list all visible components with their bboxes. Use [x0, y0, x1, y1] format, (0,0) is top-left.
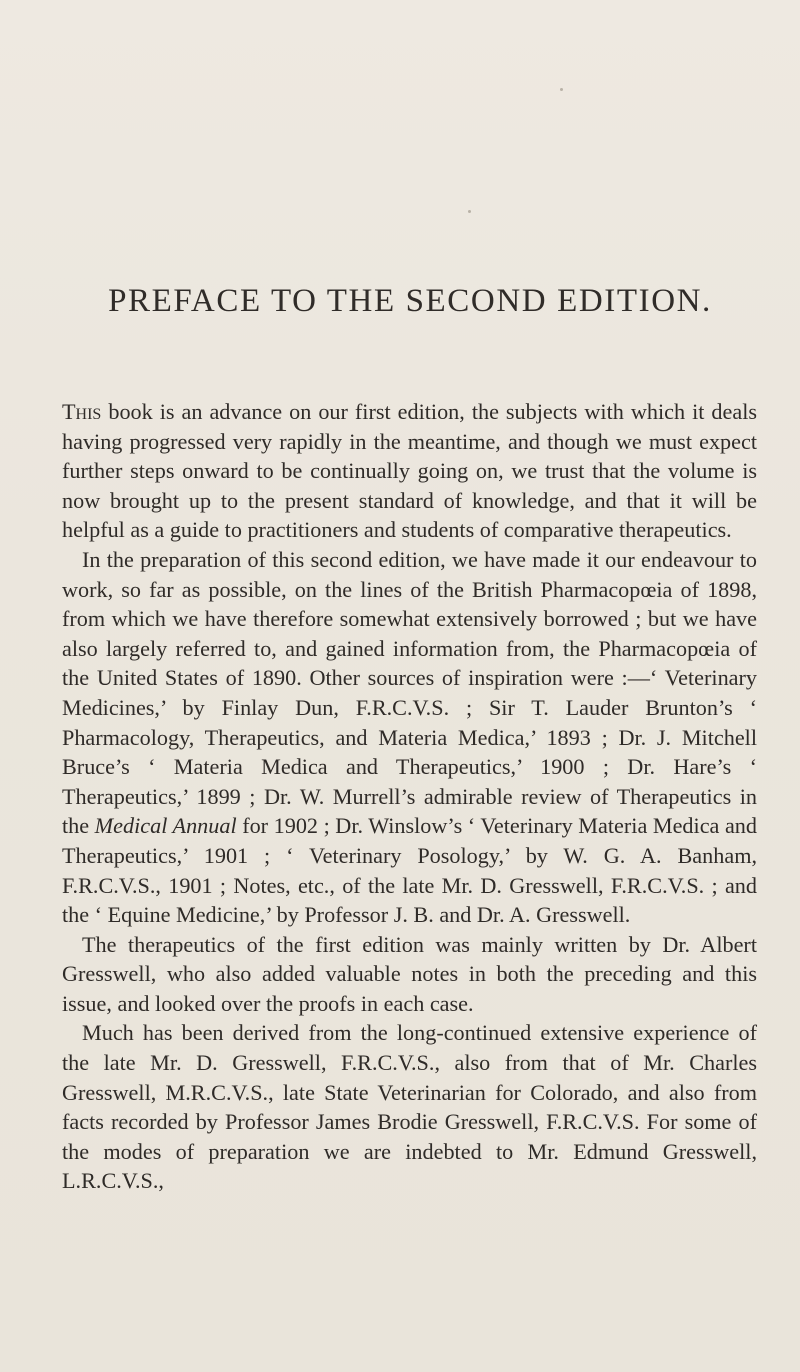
page-title: PREFACE TO THE SECOND EDITION. [108, 283, 712, 319]
paragraph-1-text: book is an advance on our first edition, the subjects with which it deals having progressed very rapidly in the meantime, and though we must expect further steps onward to be continually going on, we trust that the volume is now brought up to the present standard of knowledge, and that it will be helpful as a guide to practitioners and students of comparative therapeutics. [62, 399, 757, 543]
journal-title: Medical Annual [94, 813, 237, 839]
paragraph-2 [62, 545, 757, 930]
paragraph-2-text-a: In the preparation of this second edition, we have made it our endeavour to work, so far as possible, on the lines of the British Pharmacopœia of 1898, from which we have therefore somewhat extensively borrowed ; but we have also largely referred to, and gained information from, the Pharmacopœia of the United States of 1890. Other sources of inspiration were :—‘ Veterinary Medicines,’ by Finlay Dun, F.R.C.V.S. ; Sir T. Lauder Brunton’s ‘ Pharmacology, Therapeutics, and Materia Medica,’ 1893 ; Dr. J. Mitchell Bruce’s ‘ Materia Medica and Therapeutics,’ 1900 ; Dr. Hare’s ‘ Therapeutics,’ 1899 ; Dr. W. Murrell’s admirable review of Therapeutics in the [62, 546, 757, 839]
paragraph-3 [62, 930, 757, 1019]
paragraph-4 [62, 1018, 757, 1196]
paragraph-3-text: The therapeutics of the first edition was mainly written by Dr. Albert Gresswell, who also added valuable notes in both the preceding and this issue, and looked over the proofs in each case. [62, 931, 757, 1016]
page-speck [560, 88, 563, 91]
paragraph-4-text: Much has been derived from the long-continued extensive experience of the late Mr. D. Gresswell, F.R.C.V.S., also from that of Mr. Charles Gresswell, M.R.C.V.S., late State Veterinarian for Colorado, and also from facts recorded by Professor James Brodie Gresswell, F.R.C.V.S. For some of the modes of preparation we are indebted to Mr. Edmund Gresswell, L.R.C.V.S., [62, 1020, 757, 1194]
paragraph-2-text-b: for 1902 ; Dr. Winslow’s ‘ Veterinary Materia Medica and Therapeutics,’ 1901 ; ‘ Veterinary Posology,’ by W. G. A. Banham, F.R.C.V.S., 1901 ; Notes, etc., of the late Mr. D. Gresswell, F.R.C.V.S. ; and the ‘ Equine Medicine,’ by Professor J. B. and Dr. A. Gresswell. [62, 813, 757, 928]
preface-body [62, 397, 757, 1196]
paragraph-lead-word: This [62, 399, 102, 424]
paragraph-1 [62, 397, 757, 545]
page-speck [468, 210, 471, 213]
